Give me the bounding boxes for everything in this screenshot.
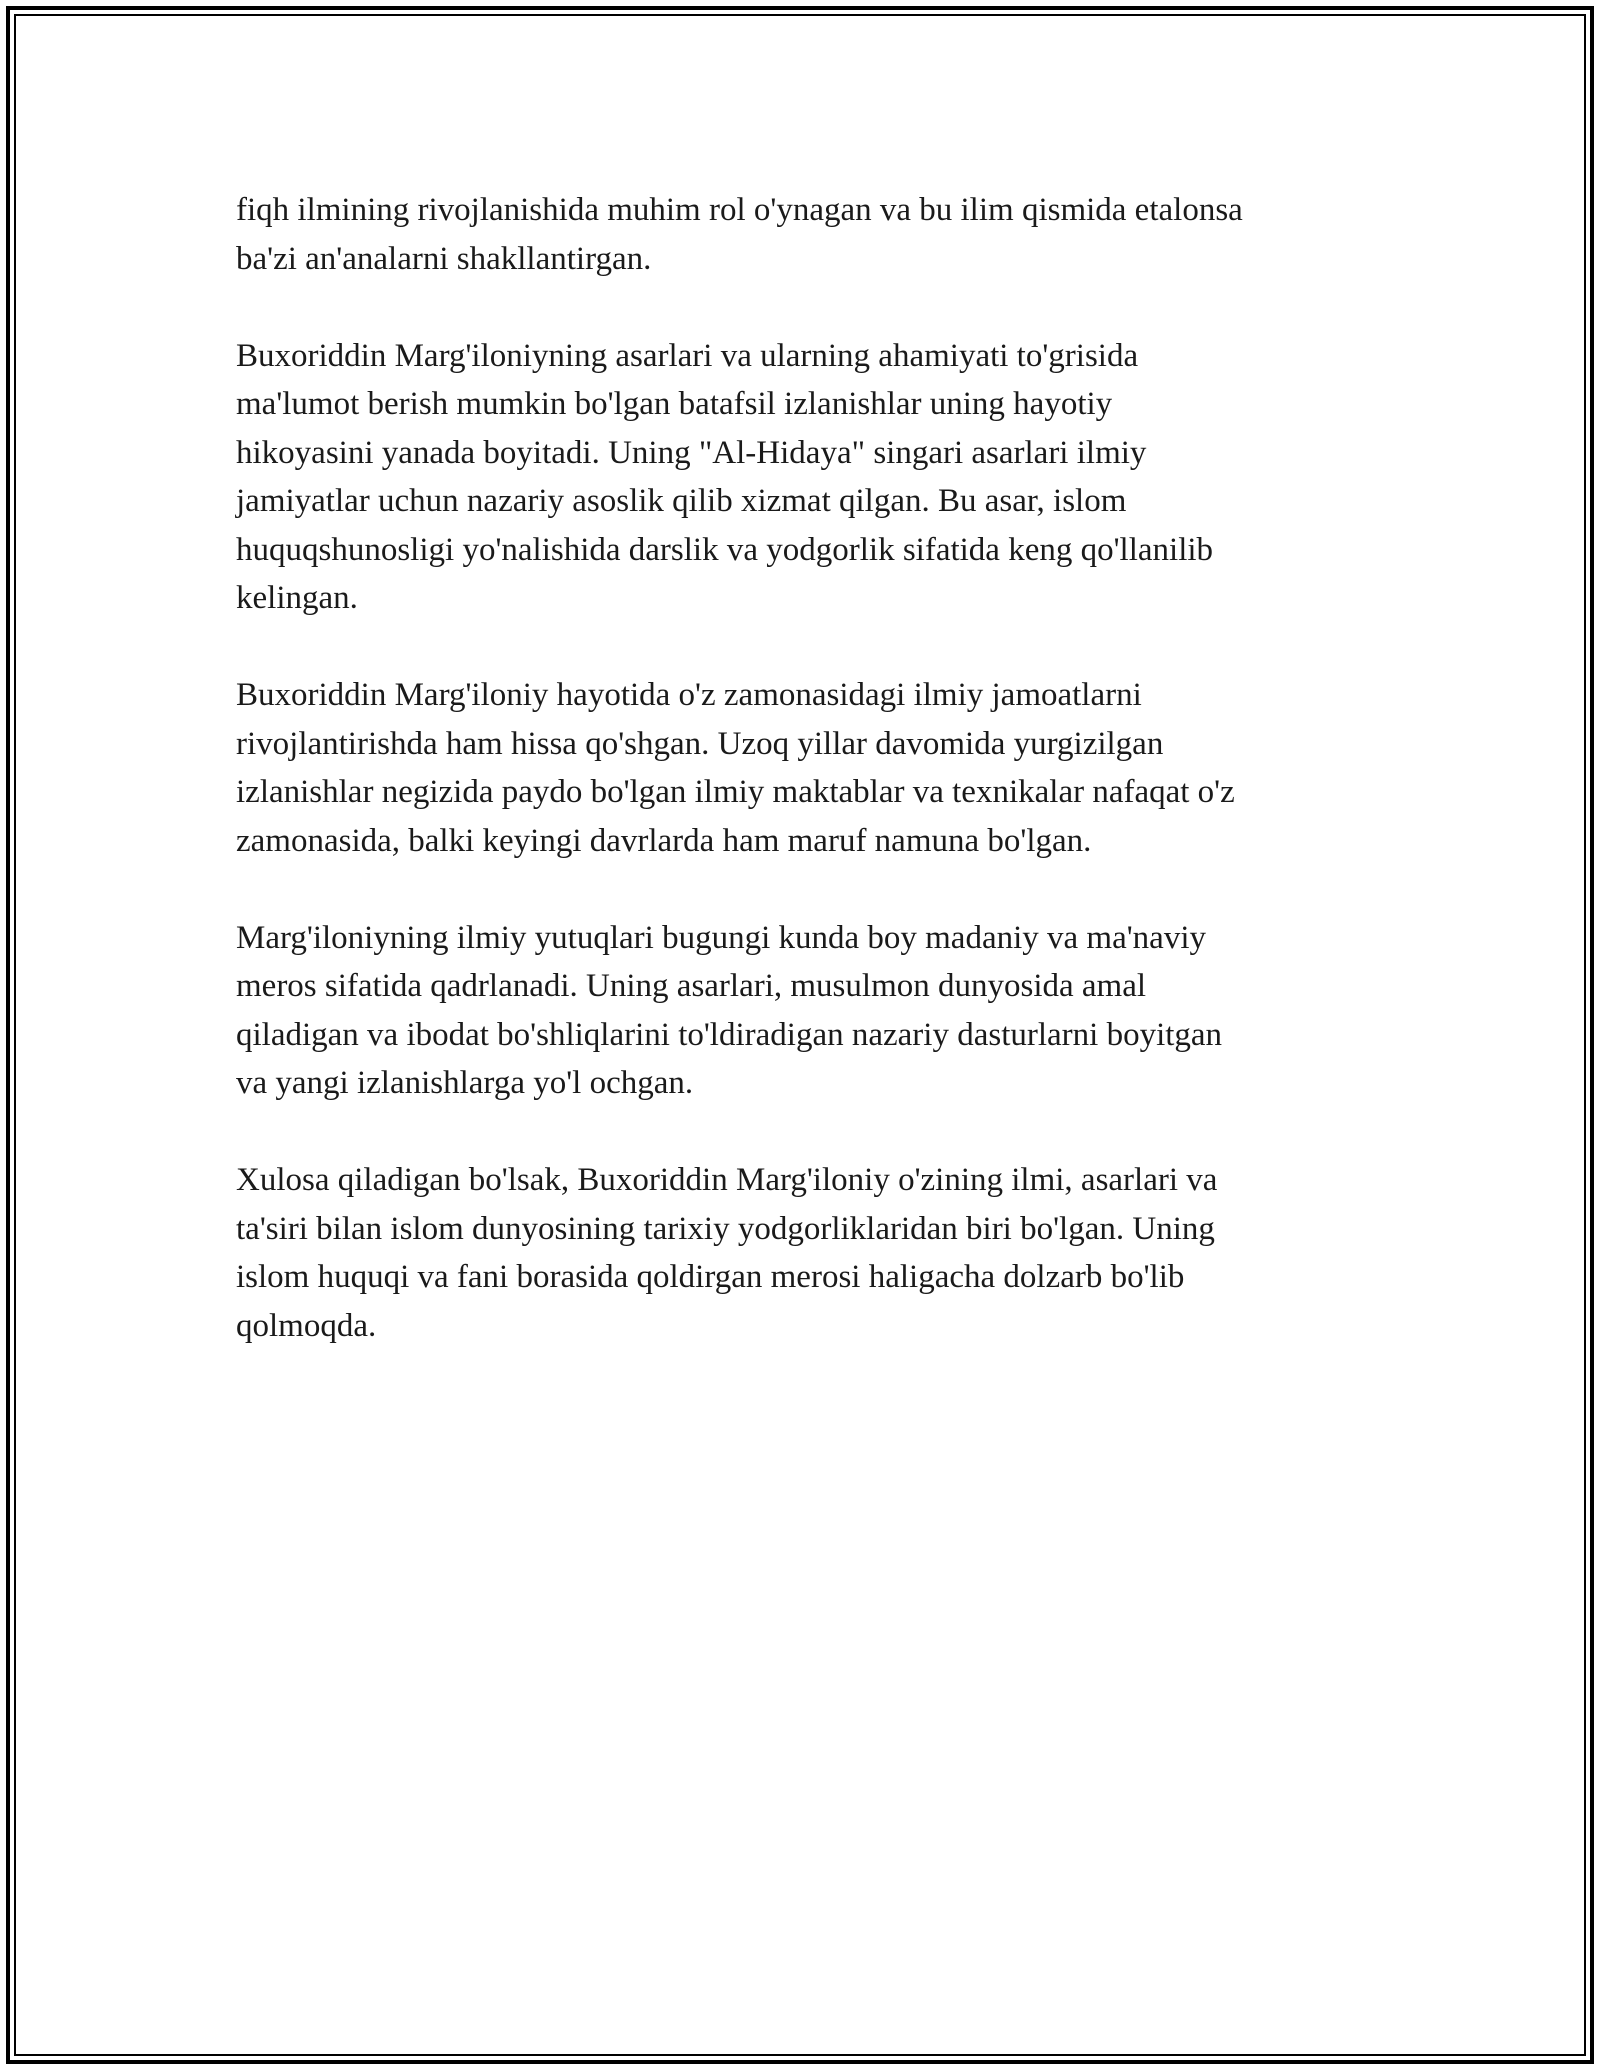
paragraph-2: Buxoriddin Marg'iloniyning asarlari va ularning ahamiyati to'grisida ma'lumot berish mumkin bo'lgan batafsil izlanishlar uning hayotiy hikoyasini yanada boyitadi. Uning "Al-Hidaya" singari asarlari ilmiy jamiyatlar uchun nazariy asoslik qilib xizmat qilgan. Bu asar, islom huquqshunosligi yo'nalishida darslik va yodgorlik sifatida keng qo'llanilib kelingan. [236, 337, 1214, 616]
document-body [236, 186, 1366, 1399]
paragraph-3: Buxoriddin Marg'iloniy hayotida o'z zamonasidagi ilmiy jamoatlarni rivojlantirishda ham hissa qo'shgan. Uzoq yillar davomida yurgizilgan izlanishlar negizida paydo bo'lgan ilmiy maktablar va texnikalar nafaqat o'z zamonasida, balki keyingi davrlarda ham maruf namuna bo'lgan. [236, 677, 1235, 859]
paragraph-4: Marg'iloniyning ilmiy yutuqlari bugungi kunda boy madaniy va ma'naviy meros sifatida qadrlanadi. Uning asarlari, musulmon dunyosida amal qiladigan va ibodat bo'shliqlarini to'ldiradigan nazariy dasturlarni boyitgan va yangi izlanishlarga yo'l ochgan. [236, 919, 1223, 1101]
paragraph-5: Xulosa qiladigan bo'lsak, Buxoriddin Marg'iloniy o'zining ilmi, asarlari va ta'siri bilan islom dunyosining tarixiy yodgorliklaridan biri bo'lgan. Uning islom huquqi va fani borasida qoldirgan merosi haligacha dolzarb bo'lib qolmoqda. [236, 1162, 1218, 1344]
paragraph-1: fiqh ilmining rivojlanishida muhim rol o'ynagan va bu ilim qismida etalonsa ba'zi an'analarni shakllantirgan. [236, 192, 1243, 277]
